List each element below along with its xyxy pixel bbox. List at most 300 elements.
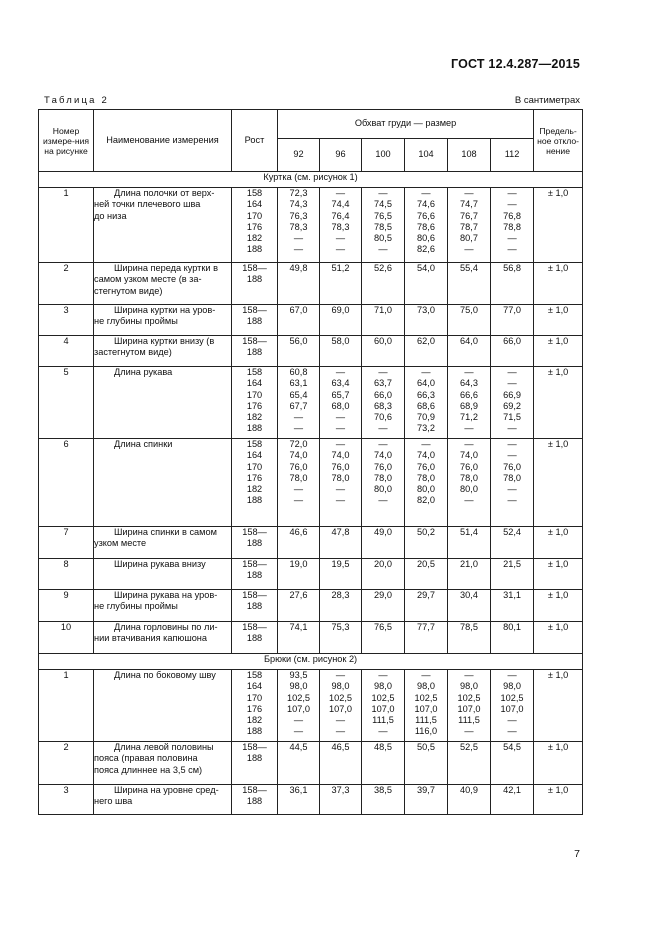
value-cell: 48,5 — [362, 742, 405, 785]
value-cell: 75,0 — [448, 305, 491, 336]
value-line: — — [421, 367, 431, 377]
value-cell — [405, 367, 448, 439]
value-cell — [448, 439, 491, 527]
value-line: — — [378, 726, 388, 737]
value-cell: 54,0 — [405, 263, 448, 305]
value-line: — — [293, 715, 304, 726]
measurement-name-line: Ширина на уровне сред- — [114, 785, 219, 795]
measurement-name-line: до низа — [94, 210, 127, 221]
value-line: 71,2 — [460, 412, 478, 423]
standard-number: ГОСТ 12.4.287—2015 — [450, 57, 580, 71]
col-header-size: 108 — [448, 139, 491, 172]
value-line: — — [507, 484, 517, 495]
height-value: 188 — [246, 726, 263, 737]
measurement-name-line: Длина по боковому шву — [114, 670, 216, 680]
value-line: — — [335, 412, 346, 423]
value-line: — — [335, 439, 346, 449]
height-values — [232, 336, 278, 367]
table-label: Таблица 2 — [44, 95, 109, 106]
value-line: 78,0 — [331, 472, 350, 483]
value-line: 78,7 — [460, 221, 478, 232]
value-cell — [405, 439, 448, 527]
value-line: 78,0 — [374, 472, 392, 483]
measurement-name-first-line — [94, 559, 231, 570]
value-line: — — [507, 244, 517, 255]
measurement-name-first-line — [94, 263, 231, 274]
value-line: 74,4 — [331, 199, 350, 210]
value-line: 78,0 — [417, 472, 435, 483]
value-line: 64,3 — [460, 378, 478, 389]
value-cell — [278, 670, 320, 742]
value-line: 102,5 — [500, 692, 524, 703]
units-note: В сантиметрах — [514, 95, 580, 106]
value-line: — — [335, 367, 346, 377]
measurement-name — [94, 622, 232, 654]
height-value: 182 — [246, 715, 263, 726]
height-value: 158— — [242, 305, 267, 315]
section-title: Брюки (см. рисунок 2) — [39, 654, 583, 670]
value-cell: 52,4 — [491, 527, 534, 559]
value-cell — [491, 670, 534, 742]
value-line: — — [507, 495, 517, 506]
value-line: 111,5 — [415, 715, 437, 726]
height-values — [232, 527, 278, 559]
measurement-name-line: Длина рукава — [114, 367, 173, 377]
table-row — [39, 590, 583, 622]
measurement-name-first-line — [94, 439, 231, 450]
tolerance-value: ± 1,0 — [534, 188, 583, 263]
value-cell: 46,5 — [320, 742, 362, 785]
measurement-name-line: нии втачивания капюшона — [94, 633, 207, 644]
height-value: 188 — [246, 274, 263, 285]
value-line: 63,1 — [289, 378, 308, 389]
value-line: — — [293, 233, 304, 244]
tolerance-value: ± 1,0 — [534, 367, 583, 439]
value-line: — — [293, 244, 304, 255]
measurement-name-line: не глубины проймы — [94, 601, 178, 612]
height-value: 164 — [246, 378, 263, 389]
value-line: — — [464, 423, 474, 434]
measurement-name — [94, 559, 232, 590]
tolerance-value: ± 1,0 — [534, 670, 583, 742]
value-line: — — [293, 484, 304, 495]
value-line: 67,7 — [289, 400, 308, 411]
value-cell: 67,0 — [278, 305, 320, 336]
value-line: — — [335, 233, 346, 244]
col-header-size: 112 — [491, 139, 534, 172]
value-cell: 21,5 — [491, 559, 534, 590]
value-cell — [278, 367, 320, 439]
value-line: 68,3 — [374, 400, 392, 411]
value-line: 78,3 — [289, 221, 308, 232]
measurement-name-first-line — [94, 742, 231, 753]
value-cell — [448, 188, 491, 263]
measurement-name-line: Ширина куртки на уров- — [114, 305, 216, 315]
value-line: 74,5 — [374, 199, 392, 210]
measurement-name — [94, 336, 232, 367]
height-values — [232, 305, 278, 336]
measurement-name-line: Ширина рукава внизу — [114, 559, 206, 569]
value-line: 78,5 — [374, 221, 392, 232]
height-values — [232, 188, 278, 263]
value-cell: 55,4 — [448, 263, 491, 305]
value-line: 80,5 — [374, 233, 392, 244]
value-line: — — [464, 188, 474, 198]
value-line: 80,0 — [460, 484, 478, 495]
measurement-name-line: самом узком месте (в за- — [94, 274, 202, 285]
value-line: 98,0 — [417, 681, 435, 692]
value-cell: 20,0 — [362, 559, 405, 590]
measurement-number: 1 — [39, 188, 94, 263]
value-cell: 44,5 — [278, 742, 320, 785]
height-value: 182 — [246, 412, 263, 423]
value-line: 98,0 — [374, 681, 392, 692]
measurement-name — [94, 263, 232, 305]
value-cell: 50,5 — [405, 742, 448, 785]
value-line: — — [293, 495, 304, 506]
value-line: — — [378, 188, 388, 198]
height-value: 188 — [246, 347, 263, 358]
measurement-name-line: Длина полочки от верх- — [114, 188, 215, 198]
value-line: 74,3 — [289, 199, 308, 210]
value-cell — [491, 367, 534, 439]
value-line: 68,0 — [331, 400, 350, 411]
value-cell: 42,1 — [491, 785, 534, 815]
value-line: — — [378, 495, 388, 506]
height-value: 164 — [246, 450, 263, 461]
measurement-number: 9 — [39, 590, 94, 622]
height-values — [232, 670, 278, 742]
value-line: — — [378, 670, 388, 680]
value-cell — [320, 439, 362, 527]
section-row — [39, 172, 583, 188]
value-line: — — [507, 378, 517, 389]
value-line: — — [378, 423, 388, 434]
value-line: — — [464, 726, 474, 737]
value-cell: 49,8 — [278, 263, 320, 305]
measurement-name — [94, 305, 232, 336]
measurement-name-line: Длина спинки — [114, 439, 173, 449]
value-line: 60,8 — [289, 367, 308, 377]
measurement-name-first-line — [94, 367, 231, 378]
value-cell — [448, 367, 491, 439]
value-cell: 36,1 — [278, 785, 320, 815]
measurement-number: 1 — [39, 670, 94, 742]
height-value: 170 — [246, 692, 263, 703]
value-cell: 52,6 — [362, 263, 405, 305]
measurement-name-first-line — [94, 785, 231, 796]
value-line: 80,7 — [460, 233, 478, 244]
value-cell: 77,0 — [491, 305, 534, 336]
value-cell: 73,0 — [405, 305, 448, 336]
measurement-name-line: Длина левой половины — [114, 742, 214, 752]
value-cell: 30,4 — [448, 590, 491, 622]
value-line: — — [421, 188, 431, 198]
value-cell — [362, 439, 405, 527]
value-line: — — [335, 188, 346, 198]
value-line: — — [464, 367, 474, 377]
height-value: 158— — [242, 559, 267, 569]
value-cell: 71,0 — [362, 305, 405, 336]
col-header-height: Рост — [232, 110, 278, 172]
value-cell: 27,6 — [278, 590, 320, 622]
height-value: 188 — [246, 423, 263, 434]
tolerance-value: ± 1,0 — [534, 590, 583, 622]
measurement-name-line: Ширина переда куртки в — [114, 263, 218, 273]
value-cell: 75,3 — [320, 622, 362, 654]
value-cell — [491, 188, 534, 263]
value-cell — [278, 439, 320, 527]
value-line: 98,0 — [331, 681, 350, 692]
value-line: 78,0 — [289, 472, 308, 483]
measurement-name-first-line — [94, 670, 231, 681]
value-line: — — [335, 726, 346, 737]
height-value: 188 — [246, 753, 263, 764]
measurement-name-line: Ширина куртки внизу (в — [114, 336, 215, 346]
value-line: 102,5 — [414, 692, 438, 703]
measurement-name-first-line — [94, 188, 231, 199]
value-line: 76,0 — [289, 461, 308, 472]
value-line: — — [507, 367, 517, 377]
value-cell: 38,5 — [362, 785, 405, 815]
height-value: 170 — [246, 389, 263, 400]
value-cell: 31,1 — [491, 590, 534, 622]
measurement-name-line: не глубины проймы — [94, 316, 178, 327]
measurement-name-first-line — [94, 590, 231, 601]
value-line: — — [378, 367, 388, 377]
value-line: — — [335, 715, 346, 726]
table-row — [39, 559, 583, 590]
value-cell — [320, 188, 362, 263]
col-header-tolerance: Предель-ное откло-нение — [534, 110, 583, 172]
value-cell: 66,0 — [491, 336, 534, 367]
height-value: 170 — [246, 461, 263, 472]
height-value: 158 — [246, 367, 263, 377]
value-line: — — [507, 233, 517, 244]
value-line: 82,6 — [417, 244, 435, 255]
value-line: — — [335, 495, 346, 506]
height-value: 188 — [246, 538, 263, 549]
height-value: 182 — [246, 484, 263, 495]
value-cell: 78,5 — [448, 622, 491, 654]
value-line: — — [293, 726, 304, 737]
height-value: 176 — [246, 703, 263, 714]
measurement-number: 8 — [39, 559, 94, 590]
measurement-name-line: пояса (правая половина — [94, 753, 198, 764]
height-value: 176 — [246, 400, 263, 411]
value-cell: 20,5 — [405, 559, 448, 590]
value-line: 78,8 — [503, 221, 521, 232]
height-value: 188 — [246, 633, 263, 644]
height-value: 158— — [242, 785, 267, 795]
height-values — [232, 367, 278, 439]
measurement-name-first-line — [94, 622, 231, 633]
value-cell: 74,1 — [278, 622, 320, 654]
value-line: 72,3 — [289, 188, 308, 198]
measurement-number: 3 — [39, 305, 94, 336]
col-header-size: 104 — [405, 139, 448, 172]
value-line: — — [507, 670, 517, 680]
value-line: 70,9 — [417, 412, 435, 423]
measurements-table — [38, 109, 583, 815]
value-line: 107,0 — [287, 703, 310, 714]
value-cell: 39,7 — [405, 785, 448, 815]
value-line: 66,9 — [503, 389, 521, 400]
value-line: 63,4 — [331, 378, 350, 389]
height-value: 158— — [242, 590, 267, 600]
value-line: 74,0 — [417, 450, 435, 461]
height-value: 158 — [246, 188, 263, 198]
value-line: 78,0 — [503, 472, 521, 483]
value-cell — [491, 439, 534, 527]
value-cell — [448, 670, 491, 742]
measurement-name — [94, 785, 232, 815]
value-line: 76,3 — [289, 210, 308, 221]
value-line: — — [421, 439, 431, 449]
height-value: 158— — [242, 527, 267, 537]
value-line: 98,0 — [460, 681, 478, 692]
height-value: 188 — [246, 796, 263, 807]
value-line: — — [507, 450, 517, 461]
measurement-name-line: него шва — [94, 796, 133, 807]
measurement-name-line: пояса длиннее на 3,5 см) — [94, 764, 203, 775]
value-line: 71,5 — [503, 412, 521, 423]
height-values — [232, 742, 278, 785]
value-line: 107,0 — [329, 703, 352, 714]
value-line: — — [507, 188, 517, 198]
col-header-chest-group: Обхват груди — размер — [278, 110, 534, 139]
value-line: 78,6 — [417, 221, 435, 232]
measurement-number: 4 — [39, 336, 94, 367]
value-line: 66,0 — [374, 389, 392, 400]
value-line: 66,3 — [417, 389, 435, 400]
measurement-name — [94, 367, 232, 439]
height-value: 164 — [246, 199, 263, 210]
value-cell: 29,0 — [362, 590, 405, 622]
value-line: — — [464, 495, 474, 506]
value-line: 66,6 — [460, 389, 478, 400]
value-line: — — [335, 670, 346, 680]
value-line: 74,0 — [460, 450, 478, 461]
value-line: — — [507, 715, 517, 726]
height-value: 170 — [246, 210, 263, 221]
measurement-name — [94, 742, 232, 785]
value-line: — — [464, 244, 474, 255]
value-line: — — [378, 439, 388, 449]
table-row — [39, 336, 583, 367]
height-value: 176 — [246, 221, 263, 232]
value-cell: 77,7 — [405, 622, 448, 654]
height-value: 188 — [246, 244, 263, 255]
value-line: 102,5 — [457, 692, 481, 703]
value-line: 80,0 — [374, 484, 392, 495]
value-line: 76,8 — [503, 210, 521, 221]
value-line: 76,5 — [374, 210, 392, 221]
col-header-name: Наименование измерения — [94, 110, 232, 172]
tolerance-value: ± 1,0 — [534, 263, 583, 305]
value-line: 65,7 — [331, 389, 350, 400]
value-line: 102,5 — [329, 692, 352, 703]
value-line: 107,0 — [457, 703, 481, 714]
value-cell — [320, 367, 362, 439]
value-line: 98,0 — [289, 681, 308, 692]
height-values — [232, 785, 278, 815]
value-line: 74,0 — [331, 450, 350, 461]
value-line: — — [293, 412, 304, 423]
value-cell: 19,0 — [278, 559, 320, 590]
value-line: 76,6 — [417, 210, 435, 221]
measurement-number: 3 — [39, 785, 94, 815]
value-line: — — [335, 423, 346, 434]
height-values — [232, 590, 278, 622]
measurement-name-line: застегнутом виде) — [94, 347, 172, 358]
measurement-name-line: стегнутом виде) — [94, 285, 163, 296]
table-row — [39, 622, 583, 654]
value-cell — [278, 188, 320, 263]
table-row — [39, 439, 583, 527]
value-cell: 40,9 — [448, 785, 491, 815]
tolerance-value: ± 1,0 — [534, 336, 583, 367]
measurement-number: 10 — [39, 622, 94, 654]
measurement-name — [94, 188, 232, 263]
height-value: 188 — [246, 601, 263, 612]
value-line: 98,0 — [503, 681, 521, 692]
value-line: 107,0 — [500, 703, 524, 714]
value-line: 74,0 — [374, 450, 392, 461]
measurement-name-line: узком месте — [94, 538, 147, 549]
value-cell: 60,0 — [362, 336, 405, 367]
value-cell: 50,2 — [405, 527, 448, 559]
measurement-name-first-line — [94, 305, 231, 316]
table-row — [39, 263, 583, 305]
value-line: 65,4 — [289, 389, 308, 400]
height-value: 158— — [242, 263, 267, 273]
col-header-number: Номер измере-ния на рисунке — [39, 110, 94, 172]
table-row — [39, 188, 583, 263]
value-line: — — [421, 670, 431, 680]
value-cell: 62,0 — [405, 336, 448, 367]
value-line: — — [507, 423, 517, 434]
value-cell: 51,2 — [320, 263, 362, 305]
value-cell: 19,5 — [320, 559, 362, 590]
measurement-name — [94, 527, 232, 559]
value-line: — — [378, 244, 388, 255]
col-header-size: 100 — [362, 139, 405, 172]
measurement-name — [94, 670, 232, 742]
value-line: 64,0 — [417, 378, 435, 389]
value-line: 76,0 — [503, 461, 521, 472]
table-row — [39, 527, 583, 559]
height-value: 158 — [246, 439, 263, 449]
measurement-name-line: Ширина рукава на уров- — [114, 590, 218, 600]
value-line: 69,2 — [503, 400, 521, 411]
tolerance-value: ± 1,0 — [534, 742, 583, 785]
value-line: — — [464, 439, 474, 449]
value-cell: 58,0 — [320, 336, 362, 367]
height-values — [232, 622, 278, 654]
height-value: 158— — [242, 336, 267, 346]
measurement-number: 5 — [39, 367, 94, 439]
value-cell — [320, 670, 362, 742]
measurement-name-line: ней точки плечевого шва — [94, 199, 201, 210]
value-line: 80,6 — [417, 233, 435, 244]
value-line: 74,7 — [460, 199, 478, 210]
height-value: 188 — [246, 316, 263, 327]
value-cell: 49,0 — [362, 527, 405, 559]
value-line: 73,2 — [417, 423, 435, 434]
value-cell: 52,5 — [448, 742, 491, 785]
value-line: 68,9 — [460, 400, 478, 411]
